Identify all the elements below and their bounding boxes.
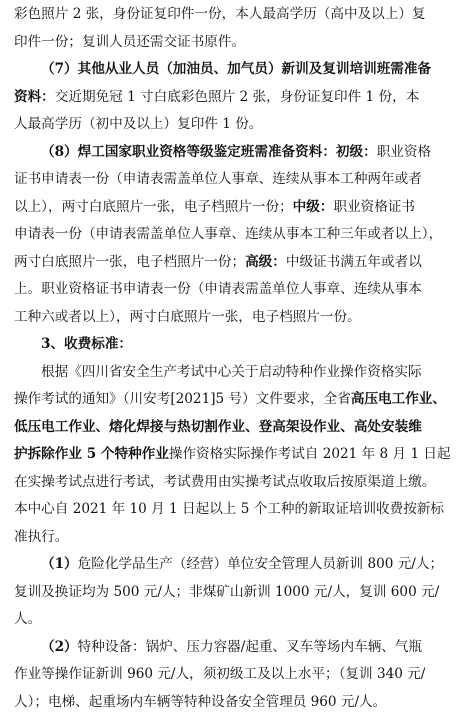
text-line — [14, 112, 262, 136]
bold-text-segment: 护拆除作业 5 个特种作业 — [14, 446, 169, 462]
text-line — [14, 497, 444, 521]
bold-text-segment: 高级： — [245, 253, 286, 270]
text-segment: 职业资格证书 — [333, 198, 416, 215]
text-line — [14, 250, 422, 274]
text-line — [14, 195, 415, 219]
text-segment: 印件一份；复训人员还需交证书原件。 — [14, 33, 246, 50]
bold-text-segment: 中级： — [292, 198, 334, 215]
bold-text-segment: （1） — [41, 556, 78, 572]
bold-text-segment: 资料： — [14, 88, 55, 105]
text-line — [41, 552, 443, 576]
text-segment: 在实操考试点进行考试，考试费用由实操考试点收取后按原渠道上缴。 — [14, 473, 436, 490]
bold-text-segment: 高压电工作业、 — [350, 391, 446, 407]
text-segment: 以上），两寸白底照片一张，电子档照片一份； — [14, 198, 293, 215]
text-segment: 上。职业资格证书申请表一份（申请表需盖单位人事章、连续从事本 — [14, 281, 422, 297]
text-segment: 申请表一份（申请表需盖单位人事章、连续从事本工种三年或者以上）， — [14, 226, 443, 242]
text-segment: 特种设备：锅炉、压力容器/起重、叉车等场内车辆、气瓶 — [77, 638, 423, 655]
text-segment: 交近期免冠 1 寸白底彩色照片 2 张，身份证复印件 1 份，本 — [54, 88, 420, 105]
text-segment: 人）；电梯、起重场内车辆等特种设备安全管理员 960 元/人。 — [14, 693, 387, 710]
text-segment: 准执行。 — [14, 528, 69, 545]
text-line — [14, 690, 386, 714]
bold-text-segment: （2） — [41, 638, 78, 655]
bold-text-segment: 低压电工作业、熔化焊接与热切割作业、登高架设作业、高处安装维 — [14, 418, 422, 435]
text-segment: 作业等操作证新训 960 元/人，须初级工及以上水平；（复训 340 元/ — [14, 666, 426, 682]
text-line — [14, 415, 422, 439]
text-segment: 操作资格实际操作考试自 2021 年 8 月 1 日起 — [168, 446, 451, 462]
text-segment: 根据《四川省安全生产考试中心关于启动特种作业操作资格实际 — [41, 363, 422, 380]
text-line — [41, 635, 422, 659]
text-line — [14, 525, 68, 549]
text-segment: 人最高学历（初中及以上）复印件 1 份。 — [14, 116, 263, 132]
text-segment: 人。 — [14, 611, 42, 627]
text-segment: 危险化学品生产（经营）单位安全管理人员新训 800 元/人； — [77, 556, 444, 572]
text-line — [41, 140, 431, 164]
text-line — [14, 2, 426, 26]
text-line — [14, 580, 439, 604]
text-line — [41, 57, 431, 81]
text-line — [14, 277, 422, 301]
text-line — [14, 470, 435, 494]
bold-text-segment: 3、收费标准： — [41, 336, 133, 352]
text-line — [14, 305, 361, 329]
bold-text-segment: （8）焊工国家职业资格等级鉴定班需准备资料：初级： — [41, 143, 377, 160]
text-line — [14, 222, 442, 246]
text-segment: 中级证书满五年或者以 — [285, 253, 422, 270]
text-line — [14, 85, 419, 109]
text-segment: 彩色照片 2 张，身份证复印件一份，本人最高学历（高中及以上）复 — [14, 6, 426, 22]
text-segment: 操作考试的通知》（川安考[2021]5 号）文件要求，全省 — [14, 391, 351, 407]
text-line — [14, 30, 245, 54]
text-line — [41, 332, 132, 356]
text-segment: 职业资格 — [376, 143, 432, 160]
text-line — [14, 442, 451, 466]
text-line — [14, 387, 446, 411]
text-line — [14, 662, 425, 686]
text-segment: 复训及换证均为 500 元/人；非煤矿山新训 1000 元/人，复训 600 元/ — [14, 583, 440, 600]
text-segment: 本中心自 2021 年 10 月 1 日起以上 5 个工种的新取证培训收费按新标 — [14, 501, 445, 517]
text-line — [14, 607, 41, 631]
text-segment: 证书申请表一份（申请表需盖单位人事章、连续从事本工种两年或者 — [14, 171, 422, 187]
text-segment: 工种六或者以上），两寸白底照片一张，电子档照片一份。 — [14, 308, 361, 325]
text-line — [41, 360, 422, 384]
text-line — [14, 167, 422, 191]
text-segment: 两寸白底照片一张，电子档照片一份； — [14, 253, 246, 270]
bold-text-segment: （7）其他从业人员（加油员、加气员）新训及复训培训班需准备 — [41, 61, 432, 77]
